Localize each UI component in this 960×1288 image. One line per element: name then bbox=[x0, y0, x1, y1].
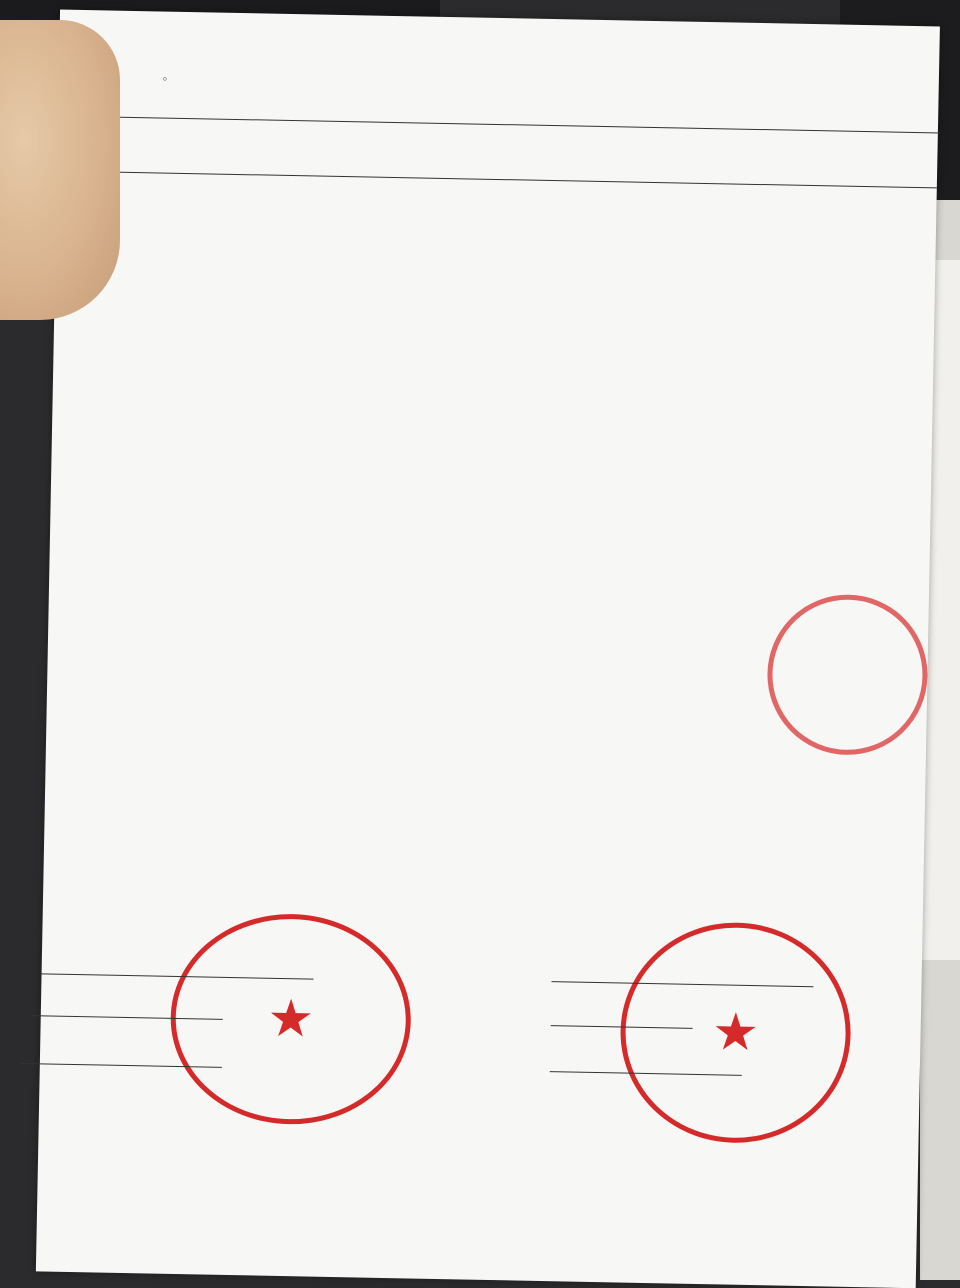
clause-text bbox=[162, 103, 888, 117]
advisor-row bbox=[31, 1001, 223, 1025]
stamp-a-number bbox=[174, 1107, 404, 1111]
stamp-a-text bbox=[177, 947, 407, 951]
contract-seal-stamp bbox=[766, 593, 929, 756]
party-b-value bbox=[551, 981, 813, 987]
star-icon: ★ bbox=[267, 989, 315, 1050]
clause-number bbox=[128, 102, 162, 103]
party-a-row bbox=[41, 959, 313, 984]
contract-body bbox=[127, 59, 889, 188]
rep-signature-row bbox=[551, 1011, 693, 1034]
commission-text bbox=[120, 114, 940, 134]
stamp-c-text bbox=[774, 618, 924, 621]
party-a-value bbox=[42, 973, 314, 979]
contract-page bbox=[36, 10, 940, 1288]
manager-row bbox=[20, 1049, 222, 1073]
stamp-c-sub bbox=[772, 698, 922, 701]
rep-signature-line bbox=[551, 1025, 693, 1029]
date-row bbox=[550, 1057, 742, 1081]
hand bbox=[0, 20, 120, 320]
clause-9-3 bbox=[128, 96, 888, 111]
party-b-row bbox=[551, 967, 813, 992]
clause-9-4 bbox=[128, 102, 888, 117]
date-value bbox=[550, 1071, 742, 1076]
stamp-b-text bbox=[627, 956, 847, 960]
clause-number bbox=[129, 67, 163, 85]
advisor-signature bbox=[31, 1015, 223, 1020]
star-icon: ★ bbox=[712, 1002, 760, 1063]
clause-9-1 bbox=[129, 67, 889, 99]
manager-signature bbox=[20, 1063, 222, 1068]
clause-number bbox=[129, 90, 163, 91]
clause-number bbox=[128, 96, 162, 97]
clause-text bbox=[162, 97, 888, 111]
disclosure-blank-line bbox=[57, 137, 938, 189]
stamp-b-number bbox=[624, 1126, 844, 1130]
clause-text: 。 bbox=[163, 68, 889, 99]
